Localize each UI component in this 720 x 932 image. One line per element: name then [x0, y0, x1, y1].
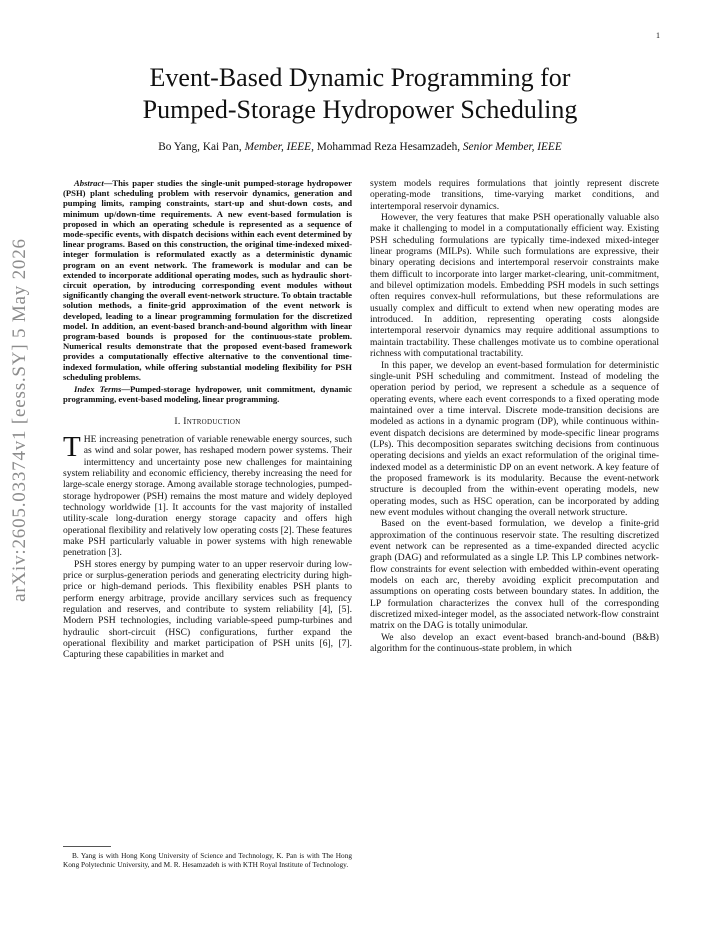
intro-p1-text: increasing penetration of variable renewable energy sources, such as wind and solar power, has reshaped modern power systems. Their intermittency and uncertainty pose new challenges for maintaining system reliability and economic efficiency, thereby increasing the need for large-scale energy storage. Among available storage technologies, pumped-storage hydropower (PSH) remains the most mature and widely deployed technology worldwide [1]. It accounts for the vast majority of installed utility-scale long-duration energy storage capacity and offers high operational flexibility and relatively low operating costs [2]. These features make PSH particularly valuable in power systems with high renewable penetration [3]. — [63, 433, 352, 559]
intro-paragraph-5: Based on the event-based formulation, we develop a finite-grid approximation of the continuous reservoir state. The resulting discretized event network can be represented as a time-expanded directed acyclic graph (DAG) and reformulated as a single LP. This LP combines network-flow constraints for event selection with embedded within-event operating models on each arc, thereby avoiding explicit precomputation and assumptions on operating costs between boundary states. In addition, the LP formulation characterizes the convex hull of the corresponding discretized mixed-integer model, as the associated network-flow constraint matrix on the DAG is totally unimodular. — [370, 518, 659, 632]
abstract-text: —This paper studies the single-unit pumped-storage hydropower (PSH) plant scheduling problem with reservoir dynamics, generation and pumping limits, ramping constraints, start-up and shut-down costs, and minimum up/down-time requirements. A new event-based formulation is proposed in which an operating schedule is represented as a sequence of mode-specific events, with dispatch decisions within each event determined by linear programs. Based on this construction, the original time-indexed mixed-integer formulation is reformulated exactly as a deterministic dynamic program on an event network. The framework is modular and can be extended to incorporate additional operating modes, such as hydraulic short-circuit operation, by introducing corresponding event modules without significantly changing the overall event-network structure. To obtain tractable solution methods, a finite-grid approximation of the event network is developed, leading to a linear programming formulation for the discretized model. In addition, an event-based branch-and-bound algorithm with linear program-based bounds is proposed for the continuous-state problem. Numerical results demonstrate that the proposed event-based framework provides a computationally effective alternative to the conventional time-indexed formulation, while offering substantial modeling flexibility for PSH scheduling problems. — [63, 178, 352, 382]
paper-title — [60, 62, 660, 126]
intro-paragraph-3: However, the very features that make PSH operationally valuable also make it challenging to model in a computationally efficient way. Existing PSH scheduling formulations are typically time-indexed mixed-integer linear programs (MILPs). While such formulations are expressive, their binary operating decisions and intertemporal reservoir constraints make them difficult to incorporate into larger market-clearing, unit-commitment, and bilevel optimization models. Embedding PSH models in such settings often requires convex-hull reformulations, but these reformulations are usually complex and difficult to extend when new operating modes are introduced. In addition, representing operating costs alongside intertemporal reservoir dynamics may require additional assumptions to maintain tractability. These challenges motivate us to combine operational richness with computational tractability. — [370, 212, 659, 360]
author-role-2: Senior Member, IEEE — [462, 141, 562, 153]
footnote-rule — [63, 846, 111, 847]
index-terms-label: Index Terms — [74, 384, 122, 395]
author-names-1: Bo Yang, Kai Pan, — [158, 141, 242, 153]
index-terms — [63, 384, 352, 404]
author-list — [60, 141, 660, 153]
arxiv-stamp-text: arXiv:2605.03374v1 [eess.SY] 5 May 2026 — [9, 238, 30, 602]
title-line-1: Event-Based Dynamic Programming for — [149, 63, 571, 92]
right-column — [370, 178, 659, 654]
section-heading: I. Introduction — [174, 416, 241, 428]
abstract-label: Abstract — [74, 178, 104, 188]
intro-paragraph-4: In this paper, we develop an event-based formulation for deterministic single-unit PSH scheduling and commitment. Instead of modeling the operation period by period, we represent a schedule as a sequence of operating events, where each event corresponds to a fixed operating mode maintained over a time interval. Discrete mode-transition decisions are modeled as actions in a dynamic program (DP), while continuous within-event dispatch decisions are determined by mode-specific linear programs (LPs). This decomposition separates switching decisions from continuous operating decisions and yields an exact reformulation of the original time-indexed model as a deterministic DP on an event network. A key feature of the proposed framework is its modularity. Because the event-network structure is decoupled from the within-event operating models, new operating modes, such as HSC operation, can be incorporated by adding new event modules without changing the overall network structure. — [370, 359, 659, 518]
abstract — [63, 178, 352, 382]
author-role-1: Member, IEEE, — [244, 141, 314, 153]
footnote-text: B. Yang is with Hong Kong University of Science and Technology, K. Pan is with The Hong Kong Polytechnic University, and M. R. Hesamzadeh is with KTH Royal Institute of Technology. — [63, 851, 352, 869]
intro-first-word: HE — [83, 433, 97, 445]
author-names-2: Mohammad Reza Hesamzadeh, — [316, 141, 461, 153]
intro-paragraph-2-cont: system models requires formulations that jointly represent discrete operating-mode transitions, time-varying market conditions, and intertemporal reservoir dynamics. — [370, 178, 659, 212]
intro-paragraph-1 — [63, 430, 352, 559]
page-number: 1 — [656, 31, 660, 40]
intro-paragraph-2: PSH stores energy by pumping water to an upper reservoir during low-price or surplus-generation periods and generating electricity during high-price or high-demand periods. This flexibility enables PSH plants to perform energy arbitrage, provide ancillary services such as frequency regulation and reserves, and contribute to system reliability [4], [5]. Modern PSH technologies, including variable-speed pump-turbines and hydraulic short-circuit (HSC) configurations, further expand the operational flexibility and market participation of PSH units [6], [7]. Capturing these capabilities in market and — [63, 558, 352, 661]
title-line-2: Pumped-Storage Hydropower Scheduling — [142, 95, 578, 124]
left-column — [63, 178, 352, 661]
dropcap-letter: T — [63, 430, 81, 463]
intro-paragraph-6: We also develop an exact event-based branch-and-bound (B&B) algorithm for the continuous-state problem, in which — [370, 631, 659, 655]
footnote — [63, 852, 352, 869]
index-terms-text: —Pumped-storage hydropower, unit commitment, dynamic programming, event-based modeling, linear programming. — [63, 384, 352, 405]
